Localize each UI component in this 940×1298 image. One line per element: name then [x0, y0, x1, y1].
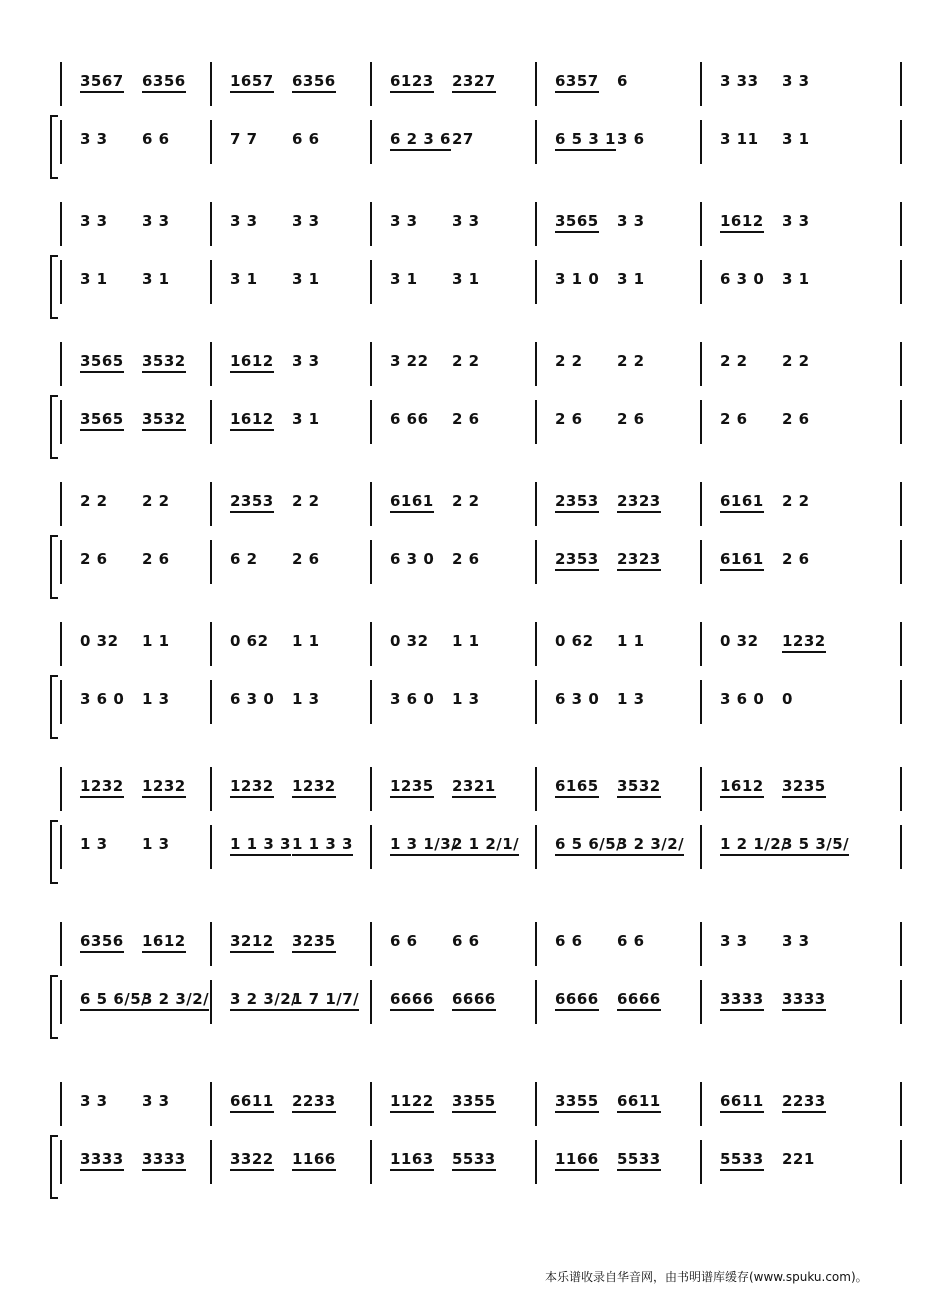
note-group: 3532 — [617, 777, 661, 798]
measure — [60, 1080, 210, 1130]
measure — [210, 60, 370, 110]
note-group: 221 — [782, 1150, 815, 1168]
note-group: 6 6 — [390, 932, 418, 950]
end-bar-line — [900, 260, 902, 304]
end-bar-line — [900, 482, 902, 526]
note-group: 3 3 — [452, 212, 480, 230]
end-bar-line — [900, 120, 902, 164]
note-group: 3 3 — [80, 130, 108, 148]
measure — [370, 1138, 535, 1188]
note-group: 6 — [617, 72, 628, 90]
note-group: 2 2 — [80, 492, 108, 510]
measure — [210, 1138, 370, 1188]
measure — [700, 538, 900, 588]
note-group: 3333 — [782, 990, 826, 1011]
measure — [535, 118, 700, 168]
note-group: 3 1 — [782, 270, 810, 288]
note-group: 3355 — [452, 1092, 496, 1113]
note-group: 2 6 — [782, 410, 810, 428]
measure — [60, 398, 210, 448]
note-group: 6356 — [292, 72, 336, 93]
note-group: 1 1 — [142, 632, 170, 650]
system-brace — [50, 535, 58, 599]
measure — [60, 258, 210, 308]
measure — [700, 258, 900, 308]
measure — [60, 538, 210, 588]
note-group: 2353 — [555, 492, 599, 513]
note-group: 2321 — [452, 777, 496, 798]
measure — [700, 480, 900, 530]
measure — [210, 538, 370, 588]
note-group: 3 1 — [230, 270, 258, 288]
lower-staff — [60, 258, 900, 308]
note-group: 2 2 — [292, 492, 320, 510]
note-group: 2 2 — [452, 352, 480, 370]
note-group: 3212 — [230, 932, 274, 953]
measure — [210, 823, 370, 873]
score-system — [50, 920, 900, 1040]
note-group: 3 3 — [782, 932, 810, 950]
note-group: 1 7 1/7/ — [292, 990, 359, 1011]
score-system — [50, 480, 900, 600]
upper-staff — [60, 480, 900, 530]
note-group: 1612 — [142, 932, 186, 953]
note-group: 6 5 3 1 — [555, 130, 616, 151]
note-group: 1 1 — [292, 632, 320, 650]
measure — [700, 398, 900, 448]
note-group: 2 6 — [80, 550, 108, 568]
note-group: 2327 — [452, 72, 496, 93]
note-group: 3 1 — [617, 270, 645, 288]
note-group: 2 6 — [292, 550, 320, 568]
end-bar-line — [900, 922, 902, 966]
note-group: 6 3 0 — [720, 270, 765, 288]
measure — [535, 480, 700, 530]
note-group: 0 32 — [720, 632, 759, 650]
note-group: 6666 — [452, 990, 496, 1011]
measure — [210, 620, 370, 670]
measure — [370, 480, 535, 530]
lower-staff — [60, 1138, 900, 1188]
note-group: 2 2 — [142, 492, 170, 510]
note-group: 5533 — [720, 1150, 764, 1171]
measure — [535, 678, 700, 728]
note-group: 2 6 — [720, 410, 748, 428]
measure — [535, 1080, 700, 1130]
note-group: 2233 — [292, 1092, 336, 1113]
note-group: 1232 — [230, 777, 274, 798]
note-group: 27 — [452, 130, 474, 148]
measure — [60, 620, 210, 670]
note-group: 2323 — [617, 550, 661, 571]
note-group: 1 3 — [142, 835, 170, 853]
end-bar-line — [900, 342, 902, 386]
note-group: 6161 — [390, 492, 434, 513]
note-group: 0 62 — [230, 632, 269, 650]
note-group: 1 3 1/3/ — [390, 835, 457, 856]
note-group: 3 3 — [782, 72, 810, 90]
measure — [700, 920, 900, 970]
measure — [535, 823, 700, 873]
end-bar-line — [900, 1140, 902, 1184]
system-brace — [50, 395, 58, 459]
note-group: 6 6 — [452, 932, 480, 950]
note-group: 5533 — [452, 1150, 496, 1171]
end-bar-line — [900, 680, 902, 724]
note-group: 6 3 0 — [390, 550, 435, 568]
measure — [535, 340, 700, 390]
note-group: 6666 — [617, 990, 661, 1011]
note-group: 3 1 — [452, 270, 480, 288]
system-brace — [50, 975, 58, 1039]
note-group: 6 6 — [617, 932, 645, 950]
note-group: 1 3 — [617, 690, 645, 708]
note-group: 3 3 — [80, 1092, 108, 1110]
note-group: 6161 — [720, 492, 764, 513]
note-group: 1612 — [720, 777, 764, 798]
note-group: 6 2 3 6 — [390, 130, 451, 151]
end-bar-line — [900, 825, 902, 869]
note-group: 6 6 — [292, 130, 320, 148]
note-group: 1612 — [230, 352, 274, 373]
measure — [370, 823, 535, 873]
note-group: 3 3 — [390, 212, 418, 230]
upper-staff — [60, 340, 900, 390]
note-group: 2 2 — [617, 352, 645, 370]
measure — [370, 538, 535, 588]
note-group: 6 6 — [555, 932, 583, 950]
score-system — [50, 620, 900, 740]
upper-staff — [60, 200, 900, 250]
measure — [370, 340, 535, 390]
note-group: 3 1 — [80, 270, 108, 288]
note-group: 2353 — [230, 492, 274, 513]
upper-staff — [60, 765, 900, 815]
note-group: 1232 — [782, 632, 826, 653]
note-group: 3 6 0 — [720, 690, 765, 708]
measure — [700, 765, 900, 815]
note-group: 1 3 — [80, 835, 108, 853]
note-group: 3 3 — [142, 1092, 170, 1110]
end-bar-line — [900, 1082, 902, 1126]
measure — [370, 60, 535, 110]
measure — [535, 258, 700, 308]
measure — [210, 340, 370, 390]
note-group: 5533 — [617, 1150, 661, 1171]
note-group: 2 6 — [452, 550, 480, 568]
measure — [700, 60, 900, 110]
note-group: 3 3 — [720, 932, 748, 950]
measure — [60, 823, 210, 873]
note-group: 1 1 — [452, 632, 480, 650]
note-group: 3 1 — [142, 270, 170, 288]
measure — [210, 1080, 370, 1130]
note-group: 3333 — [142, 1150, 186, 1171]
measure — [370, 978, 535, 1028]
note-group: 3333 — [80, 1150, 124, 1171]
measure — [370, 258, 535, 308]
measure — [700, 823, 900, 873]
note-group: 1612 — [230, 410, 274, 431]
end-bar-line — [900, 767, 902, 811]
measure — [535, 765, 700, 815]
note-group: 3565 — [555, 212, 599, 233]
measure — [210, 978, 370, 1028]
measure — [60, 978, 210, 1028]
note-group: 2 6 — [452, 410, 480, 428]
note-group: 6 66 — [390, 410, 429, 428]
measure — [210, 765, 370, 815]
measure — [370, 1080, 535, 1130]
note-group: 6 3 0 — [230, 690, 275, 708]
measure — [210, 480, 370, 530]
note-group: 1 1 3 3 — [292, 835, 353, 856]
measure — [535, 920, 700, 970]
lower-staff — [60, 118, 900, 168]
score-system — [50, 1080, 900, 1200]
note-group: 3532 — [142, 352, 186, 373]
measure — [535, 978, 700, 1028]
note-group: 3355 — [555, 1092, 599, 1113]
note-group: 2 2 — [555, 352, 583, 370]
measure — [370, 398, 535, 448]
note-group: 1 3 — [292, 690, 320, 708]
measure — [60, 765, 210, 815]
note-group: 2 6 — [782, 550, 810, 568]
note-group: 6165 — [555, 777, 599, 798]
lower-staff — [60, 678, 900, 728]
measure — [535, 398, 700, 448]
note-group: 3 1 — [292, 410, 320, 428]
measure — [535, 620, 700, 670]
note-group: 6666 — [390, 990, 434, 1011]
score-system — [50, 340, 900, 460]
note-group: 6356 — [142, 72, 186, 93]
system-brace — [50, 255, 58, 319]
note-group: 1 3 — [452, 690, 480, 708]
measure — [210, 920, 370, 970]
note-group: 3 3 — [230, 212, 258, 230]
upper-staff — [60, 60, 900, 110]
note-group: 0 62 — [555, 632, 594, 650]
measure — [60, 678, 210, 728]
note-group: 2 6 — [555, 410, 583, 428]
score-system — [50, 200, 900, 320]
note-group: 3 2 3/2/ — [617, 835, 684, 856]
note-group: 3 6 — [617, 130, 645, 148]
lower-staff — [60, 398, 900, 448]
measure — [700, 200, 900, 250]
note-group: 6123 — [390, 72, 434, 93]
note-group: 2 2 — [720, 352, 748, 370]
upper-staff — [60, 920, 900, 970]
upper-staff — [60, 620, 900, 670]
note-group: 1166 — [555, 1150, 599, 1171]
system-brace — [50, 1135, 58, 1199]
note-group: 3 1 — [292, 270, 320, 288]
note-group: 2353 — [555, 550, 599, 571]
note-group: 3 3 — [292, 212, 320, 230]
measure — [370, 920, 535, 970]
measure — [535, 538, 700, 588]
note-group: 3 1 0 — [555, 270, 600, 288]
note-group: 3 3 — [782, 212, 810, 230]
measure — [535, 200, 700, 250]
system-brace — [50, 820, 58, 884]
note-group: 1 3 — [142, 690, 170, 708]
note-group: 3 3 — [617, 212, 645, 230]
score-system — [50, 765, 900, 885]
measure — [210, 258, 370, 308]
note-group: 3 3 — [292, 352, 320, 370]
note-group: 1122 — [390, 1092, 434, 1113]
note-group: 3235 — [782, 777, 826, 798]
measure — [60, 60, 210, 110]
measure — [700, 118, 900, 168]
note-group: 1 1 — [617, 632, 645, 650]
note-group: 1 2 1/2/ — [720, 835, 787, 856]
source-footer: 本乐谱收录自华音网，由书明谱库缓存(www.spuku.com)。 — [545, 1270, 868, 1284]
note-group: 3 2 3/2/ — [230, 990, 297, 1011]
lower-staff — [60, 823, 900, 873]
note-group: 1232 — [142, 777, 186, 798]
end-bar-line — [900, 980, 902, 1024]
note-group: 2 2 — [782, 492, 810, 510]
note-group: 3565 — [80, 352, 124, 373]
note-group: 3567 — [80, 72, 124, 93]
note-group: 3 5 3/5/ — [782, 835, 849, 856]
measure — [210, 678, 370, 728]
end-bar-line — [900, 540, 902, 584]
note-group: 1232 — [292, 777, 336, 798]
lower-staff — [60, 538, 900, 588]
measure — [370, 620, 535, 670]
measure — [370, 765, 535, 815]
note-group: 0 32 — [390, 632, 429, 650]
upper-staff — [60, 1080, 900, 1130]
note-group: 2 2 — [452, 492, 480, 510]
note-group: 6611 — [720, 1092, 764, 1113]
measure — [370, 200, 535, 250]
note-group: 6 2 — [230, 550, 258, 568]
note-group: 6161 — [720, 550, 764, 571]
note-group: 3565 — [80, 410, 124, 431]
end-bar-line — [900, 62, 902, 106]
note-group: 7 7 — [230, 130, 258, 148]
note-group: 3 11 — [720, 130, 759, 148]
note-group: 0 — [782, 690, 793, 708]
note-group: 6356 — [80, 932, 124, 953]
note-group: 3 1 — [782, 130, 810, 148]
note-group: 2 6 — [617, 410, 645, 428]
note-group: 1235 — [390, 777, 434, 798]
note-group: 3 6 0 — [390, 690, 435, 708]
measure — [210, 200, 370, 250]
lower-staff — [60, 978, 900, 1028]
measure — [60, 340, 210, 390]
note-group: 6 3 0 — [555, 690, 600, 708]
system-brace — [50, 115, 58, 179]
note-group: 3 22 — [390, 352, 429, 370]
note-group: 2 2 — [782, 352, 810, 370]
note-group: 6357 — [555, 72, 599, 93]
note-group: 3 2 3/2/ — [142, 990, 209, 1011]
note-group: 6 5 6/5/ — [555, 835, 622, 856]
measure — [700, 620, 900, 670]
end-bar-line — [900, 622, 902, 666]
note-group: 3 3 — [142, 212, 170, 230]
note-group: 6666 — [555, 990, 599, 1011]
measure — [210, 398, 370, 448]
measure — [700, 1080, 900, 1130]
system-brace — [50, 675, 58, 739]
note-group: 6 6 — [142, 130, 170, 148]
end-bar-line — [900, 400, 902, 444]
measure — [210, 118, 370, 168]
measure — [60, 118, 210, 168]
note-group: 2 1 2/1/ — [452, 835, 519, 856]
note-group: 3235 — [292, 932, 336, 953]
measure — [700, 978, 900, 1028]
measure — [60, 480, 210, 530]
note-group: 1612 — [720, 212, 764, 233]
note-group: 3 6 0 — [80, 690, 125, 708]
note-group: 0 32 — [80, 632, 119, 650]
note-group: 3 3 — [80, 212, 108, 230]
note-group: 6611 — [230, 1092, 274, 1113]
note-group: 3322 — [230, 1150, 274, 1171]
note-group: 2233 — [782, 1092, 826, 1113]
note-group: 1163 — [390, 1150, 434, 1171]
note-group: 2323 — [617, 492, 661, 513]
note-group: 3 1 — [390, 270, 418, 288]
measure — [60, 920, 210, 970]
note-group: 6 5 6/5/ — [80, 990, 147, 1011]
measure — [535, 1138, 700, 1188]
note-group: 1166 — [292, 1150, 336, 1171]
note-group: 3 33 — [720, 72, 759, 90]
note-group: 3333 — [720, 990, 764, 1011]
measure — [60, 200, 210, 250]
note-group: 2 6 — [142, 550, 170, 568]
measure — [60, 1138, 210, 1188]
end-bar-line — [900, 202, 902, 246]
score-system — [50, 60, 900, 180]
note-group: 1657 — [230, 72, 274, 93]
measure — [370, 678, 535, 728]
note-group: 3532 — [142, 410, 186, 431]
measure — [535, 60, 700, 110]
measure — [700, 1138, 900, 1188]
note-group: 1 1 3 3 — [230, 835, 291, 856]
note-group: 6611 — [617, 1092, 661, 1113]
measure — [370, 118, 535, 168]
measure — [700, 340, 900, 390]
measure — [700, 678, 900, 728]
note-group: 1232 — [80, 777, 124, 798]
